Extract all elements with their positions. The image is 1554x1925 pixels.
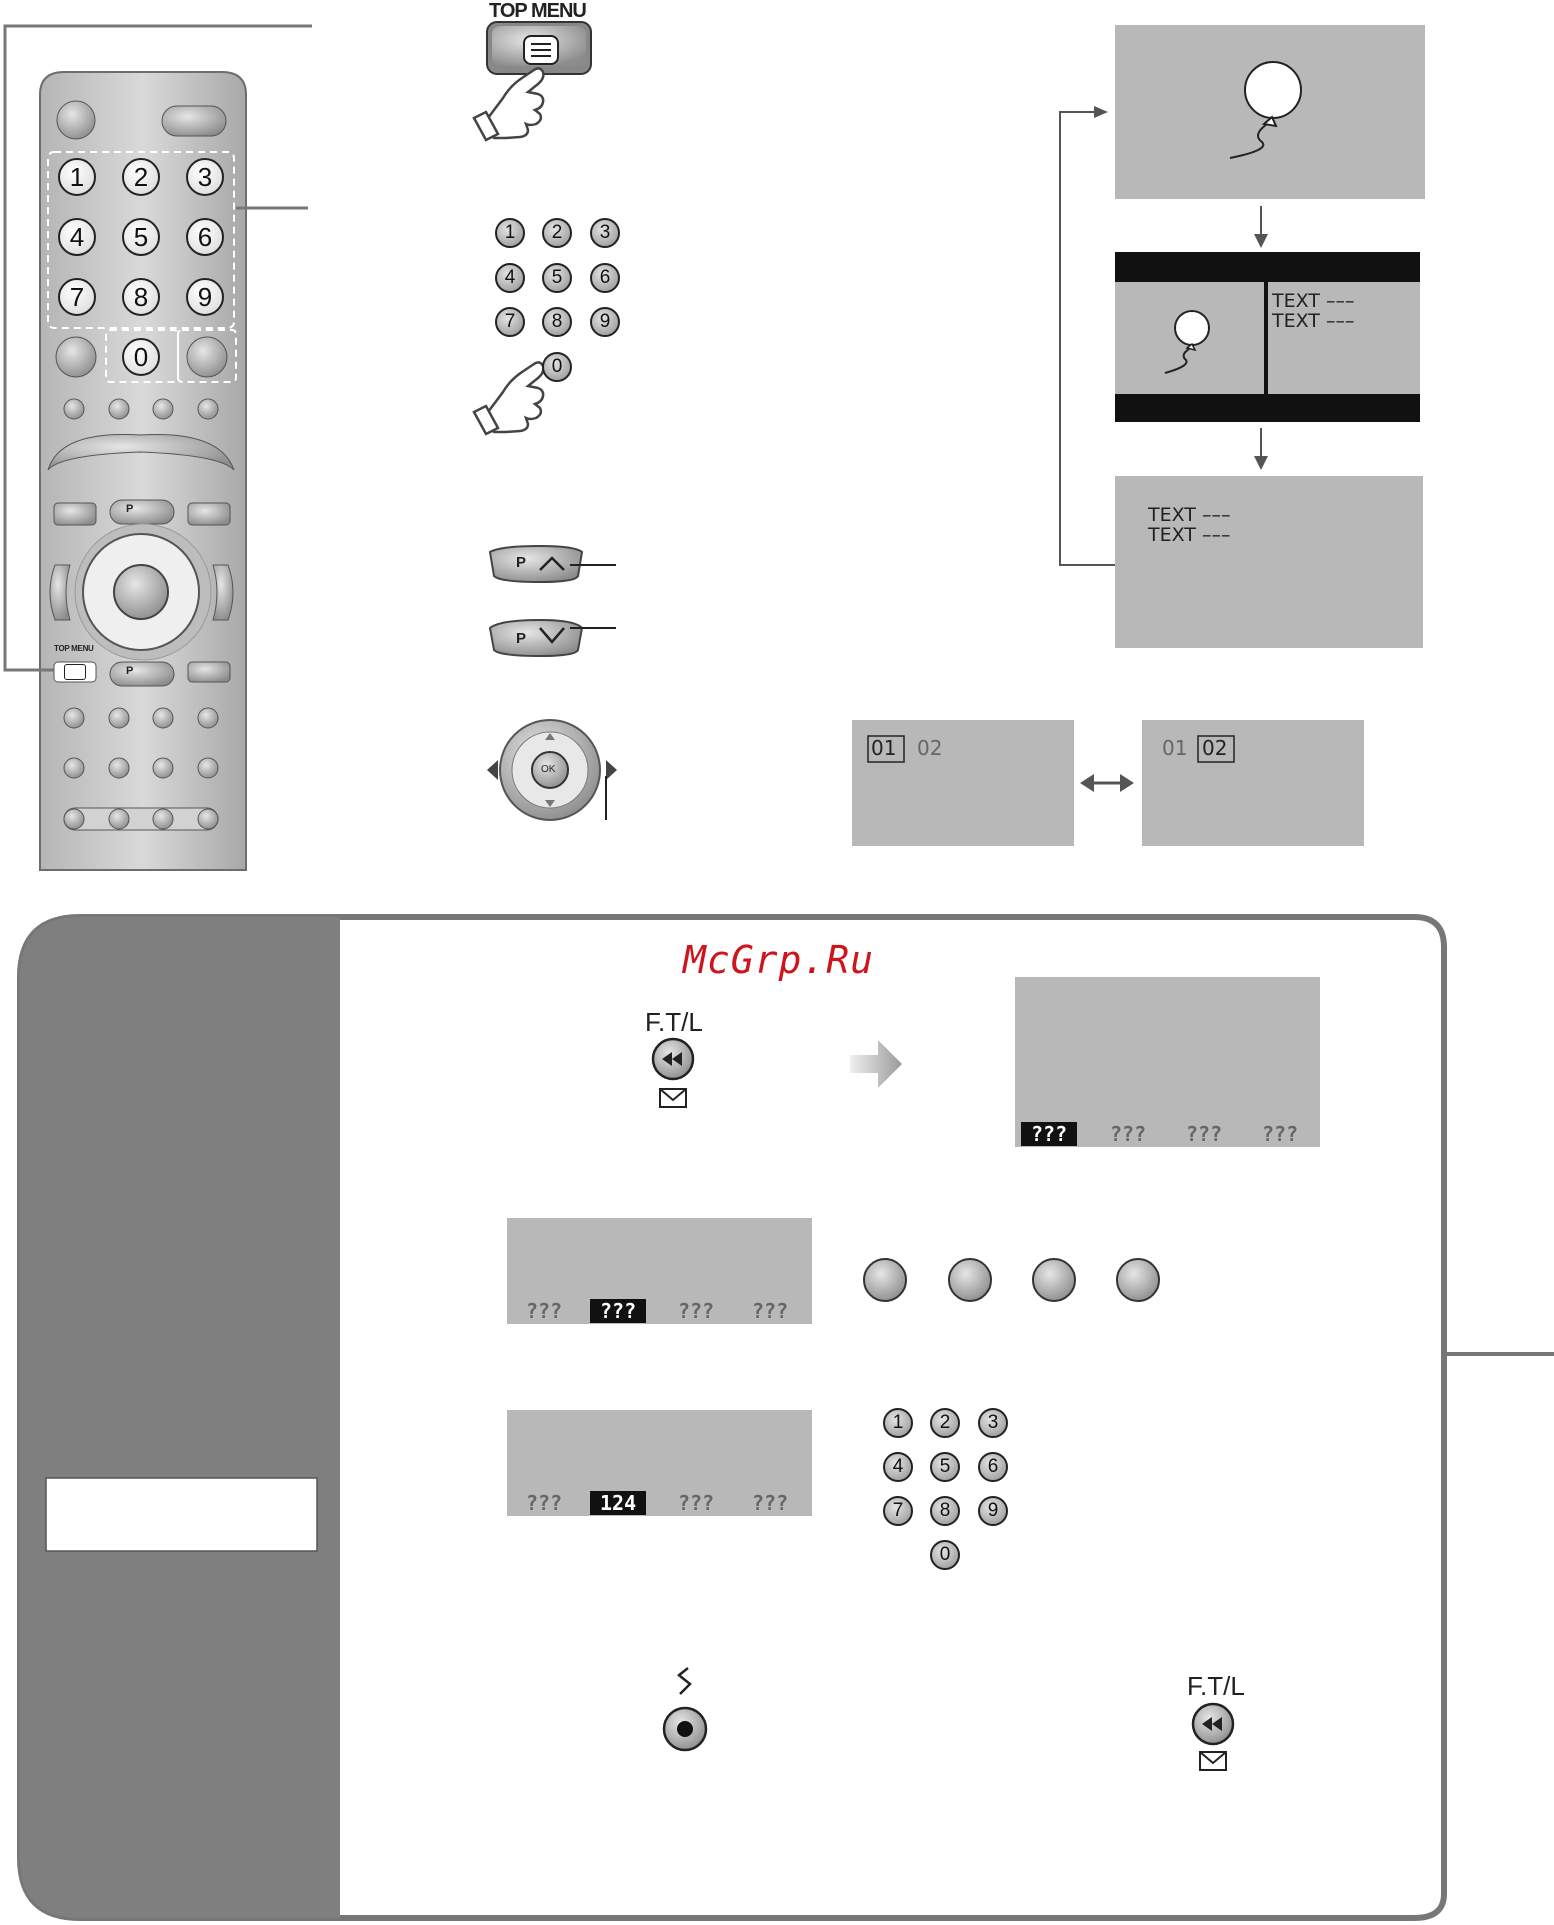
step-digit-button: 8 xyxy=(930,1496,960,1526)
step-digit-button: 4 xyxy=(883,1452,913,1482)
pointing-hand-icon xyxy=(474,68,543,140)
full-text-line: TEXT ––– xyxy=(1148,504,1231,526)
remote-digit-button[interactable]: 0 xyxy=(122,338,160,376)
ftl-label: F.T/L xyxy=(1187,1671,1245,1701)
side-panel-note-box xyxy=(46,1478,317,1551)
step-digit-button: 1 xyxy=(495,218,525,248)
step-digit-button: 2 xyxy=(542,218,572,248)
remote-digit-button[interactable]: 4 xyxy=(58,218,96,256)
page-number: 01 xyxy=(1162,736,1188,760)
page-number-selected: 02 xyxy=(1202,736,1228,760)
p-down-step-label: P xyxy=(516,630,527,647)
remote-digit-button[interactable]: 6 xyxy=(186,218,224,256)
page-number-selected: 01 xyxy=(871,736,897,760)
ftl-rewind-button xyxy=(1193,1704,1233,1770)
full-text-line: TEXT ––– xyxy=(1148,524,1231,546)
step-digit-button: 1 xyxy=(883,1408,913,1438)
step-digit-button: 2 xyxy=(930,1408,960,1438)
split-text-line: TEXT ––– xyxy=(1272,290,1355,312)
watermark: McGrp.Ru xyxy=(683,938,875,982)
ftl-rewind-button xyxy=(653,1039,693,1107)
p-up-step-button xyxy=(490,546,582,582)
remote-top-menu-label: TOP MENU xyxy=(54,644,94,653)
step-digit-button: 4 xyxy=(495,263,525,293)
menu-tab-selected: 124 xyxy=(590,1491,646,1515)
menu-tab: ??? xyxy=(752,1299,789,1323)
pointing-hand-icon xyxy=(474,362,543,434)
remote-top-menu-icon[interactable] xyxy=(64,664,86,680)
menu-tab: ??? xyxy=(678,1299,715,1323)
step-digit-button: 9 xyxy=(590,307,620,337)
step-digit-button: 5 xyxy=(930,1452,960,1482)
step-digit-button: 0 xyxy=(930,1540,960,1570)
loop-arrow-line xyxy=(1060,112,1115,565)
page-number: 02 xyxy=(917,736,943,760)
p-up-step-label: P xyxy=(516,554,527,571)
remote-digit-button[interactable]: 8 xyxy=(122,278,160,316)
remote-digit-button[interactable]: 2 xyxy=(122,158,160,196)
ok-label: OK xyxy=(541,764,556,775)
remote-digit-button[interactable]: 5 xyxy=(122,218,160,256)
remote-digit-button[interactable]: 1 xyxy=(58,158,96,196)
menu-tab: ??? xyxy=(1110,1122,1147,1146)
menu-tab: ??? xyxy=(1262,1122,1299,1146)
menu-tab: ??? xyxy=(678,1491,715,1515)
p-down-step-button xyxy=(490,620,582,656)
menu-tab: ??? xyxy=(526,1491,563,1515)
remote-digit-button[interactable]: 9 xyxy=(186,278,224,316)
step-digit-button: 6 xyxy=(590,263,620,293)
remote-p-up-label[interactable]: P xyxy=(126,503,134,515)
menu-tab: ??? xyxy=(526,1299,563,1323)
menu-tab-selected: ??? xyxy=(590,1299,646,1323)
menu-tab: ??? xyxy=(1186,1122,1223,1146)
step-digit-button: 7 xyxy=(495,307,525,337)
ftl-label: F.T/L xyxy=(645,1007,703,1037)
step-digit-button: 3 xyxy=(590,218,620,248)
top-menu-step-label: TOP MENU xyxy=(489,0,586,22)
remote-p-down-label[interactable]: P xyxy=(126,665,134,677)
step-digit-button: 0 xyxy=(542,352,572,382)
double-arrow-icon xyxy=(1080,774,1134,792)
step-digit-button: 5 xyxy=(542,263,572,293)
section-side-panel xyxy=(20,917,340,1918)
remote-digit-button[interactable]: 3 xyxy=(186,158,224,196)
remote-digit-button[interactable]: 7 xyxy=(58,278,96,316)
step-digit-button: 9 xyxy=(978,1496,1008,1526)
step-digit-button: 6 xyxy=(978,1452,1008,1482)
split-text-line: TEXT ––– xyxy=(1272,310,1355,332)
step-digit-button: 3 xyxy=(978,1408,1008,1438)
menu-tab: ??? xyxy=(752,1491,789,1515)
menu-tab-selected: ??? xyxy=(1021,1122,1077,1146)
screen-text-only xyxy=(1115,476,1423,648)
step-digit-button: 8 xyxy=(542,307,572,337)
step-digit-button: 7 xyxy=(883,1496,913,1526)
